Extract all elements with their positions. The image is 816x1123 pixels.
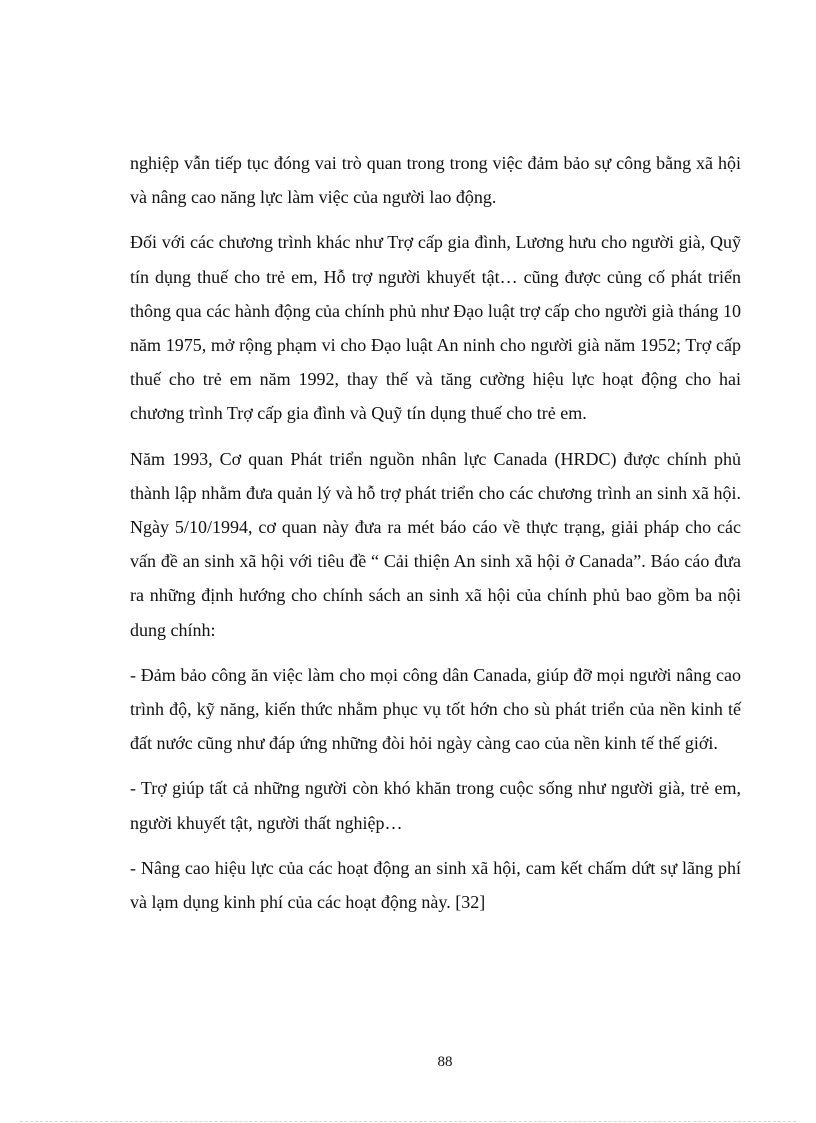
page-bottom-divider xyxy=(20,1121,796,1122)
bullet-efficiency: - Nâng cao hiệu lực của các hoạt động an sinh xã hội, cam kết chấm dứt sự lãng phí và lạm dụng kinh phí của các hoạt động này. [32] xyxy=(130,857,741,913)
bullet-employment: - Đảm bảo công ăn việc làm cho mọi công dân Canada, giúp đỡ mọi người nâng cao trình độ, kỹ năng, kiến thức nhằm phục vụ tốt hớn cho sù phát triển của nền kinh tế đất nước cũng như đáp ứng những đòi hỏi ngày càng cao của nền kinh tế thế giới. xyxy=(130,664,741,754)
paragraph-other-programs: Đối với các chương trình khác như Trợ cấp gia đình, Lương hưu cho người già, Quỹ tín dụng thuế cho trẻ em, Hỗ trợ người khuyết tật… cũng được củng cố phát triển thông qua các hành động của chính phủ như Đạo luật trợ cấp cho người già tháng 10 năm 1975, mở rộng phạm vi cho Đạo luật An ninh cho người già năm 1952; Trợ cấp thuế cho trẻ em năm 1992, thay thế và tăng cường hiệu lực hoạt động cho hai chương trình Trợ cấp gia đình và Quỹ tín dụng thuế cho trẻ em. xyxy=(130,232,741,424)
paragraph-continuation: nghiệp vẫn tiếp tục đóng vai trò quan trong trong việc đảm bảo sự công bằng xã hội và nâng cao năng lực làm việc của người lao động. xyxy=(130,153,741,208)
page-number: 88 xyxy=(437,1054,453,1070)
paragraph-hrdc: Năm 1993, Cơ quan Phát triển nguồn nhân lực Canada (HRDC) được chính phủ thành lập nhằm đưa quản lý và hỗ trợ phát triển cho các chương trình an sinh xã hội. Ngày 5/10/1994, cơ quan này đưa ra mét báo cáo về thực trạng, giải pháp cho các vấn đề an sinh xã hội với tiêu đề “ Cải thiện An sinh xã hội ở Canada”. Báo cáo đưa ra những định hướng cho chính sách an sinh xã hội của chính phủ bao gồm ba nội dung chính: xyxy=(130,448,741,640)
bullet-assistance: - Trợ giúp tất cả những người còn khó khăn trong cuộc sống như người già, trẻ em, người khuyết tật, người thất nghiệp… xyxy=(130,778,741,833)
body-text xyxy=(130,146,741,919)
